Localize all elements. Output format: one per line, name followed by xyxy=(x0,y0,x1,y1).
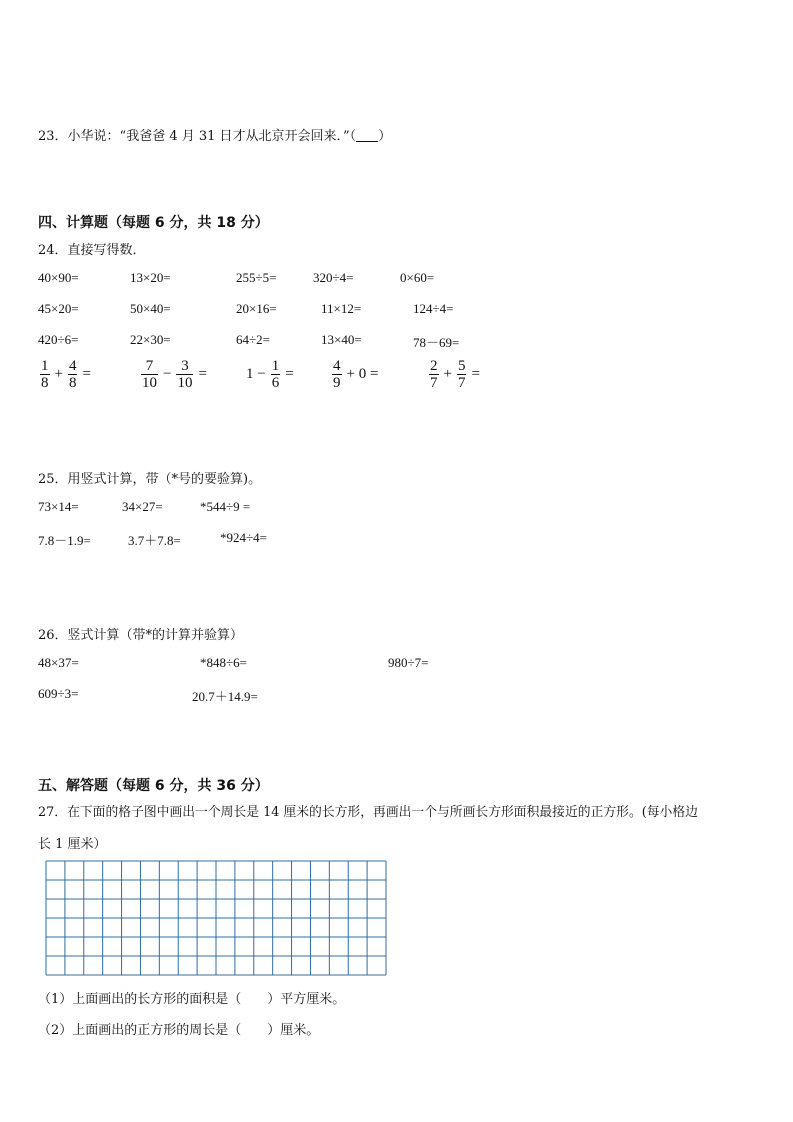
expression: 40×90= xyxy=(38,270,79,285)
expression: 48×37= xyxy=(38,655,79,670)
question-27-line-2: 长 1 厘米） xyxy=(38,837,107,852)
expression: 255÷5= xyxy=(236,270,277,285)
expression: 45×20= xyxy=(38,301,79,316)
expression: 980÷7= xyxy=(388,655,429,670)
expression: 34×27= xyxy=(122,499,163,514)
expression: 3.7＋7.8= xyxy=(128,533,181,548)
expression: 73×14= xyxy=(38,499,79,514)
fraction-expression: 7 10 − $\frac{3}{10}$ = xyxy=(142,358,207,391)
expression: 13×40= xyxy=(321,332,362,347)
expression: 420÷6= xyxy=(38,332,79,347)
question-23: 23．小华说：“我爸爸 4 月 31 日才从北京开会回来．”（ ） xyxy=(38,129,392,144)
expression: 11×12= xyxy=(321,301,362,316)
expression: 22×30= xyxy=(130,332,171,347)
fraction-expression: 1 − $\frac{1}{6}$ = xyxy=(246,358,294,391)
sub-question-1: （1）上面画出的长方形的面积是（ ）平方厘米。 xyxy=(38,992,346,1007)
grid-paper[interactable] xyxy=(45,860,387,976)
expression: 50×40= xyxy=(130,301,171,316)
sub-question-2: （2）上面画出的正方形的周长是（ ）厘米。 xyxy=(38,1023,320,1038)
expression: 64÷2= xyxy=(236,332,270,347)
expression: 20×16= xyxy=(236,301,277,316)
fraction-expression: 1 8 + $\frac{4}{8}$ = xyxy=(41,358,91,391)
expression: 124÷4= xyxy=(413,301,454,316)
question-24: 24．直接写得数． xyxy=(38,243,146,258)
fraction-expression: 4 9 + 0 = xyxy=(333,358,379,391)
expression: *544÷9 = xyxy=(200,499,251,514)
expression: 78－69= xyxy=(413,335,460,350)
expression: 7.8－1.9= xyxy=(38,533,91,548)
question-25: 25．用竖式计算，带（*号的要验算)。 xyxy=(38,472,262,487)
expression: *848÷6= xyxy=(200,655,247,670)
answer-blank[interactable] xyxy=(356,129,378,142)
expression: 20.7＋14.9= xyxy=(192,689,258,704)
expression: 320÷4= xyxy=(313,270,354,285)
section-4-heading: 四、计算题（每题 6 分，共 18 分） xyxy=(38,215,269,231)
question-26: 26．竖式计算（带*的计算并验算） xyxy=(38,628,244,643)
fraction-expression: 2 7 + $\frac{5}{7}$ = xyxy=(430,358,480,391)
question-27-line-1: 27．在下面的格子图中画出一个周长是 14 厘米的长方形，再画出一个与所画长方形面积最接近的正方形。(每小格边 xyxy=(38,805,698,820)
section-5-heading: 五、解答题（每题 6 分，共 36 分） xyxy=(38,778,269,794)
expression: 609÷3= xyxy=(38,686,79,701)
expression: *924÷4= xyxy=(220,530,267,545)
expression: 0×60= xyxy=(400,270,435,285)
expression: 13×20= xyxy=(130,270,171,285)
